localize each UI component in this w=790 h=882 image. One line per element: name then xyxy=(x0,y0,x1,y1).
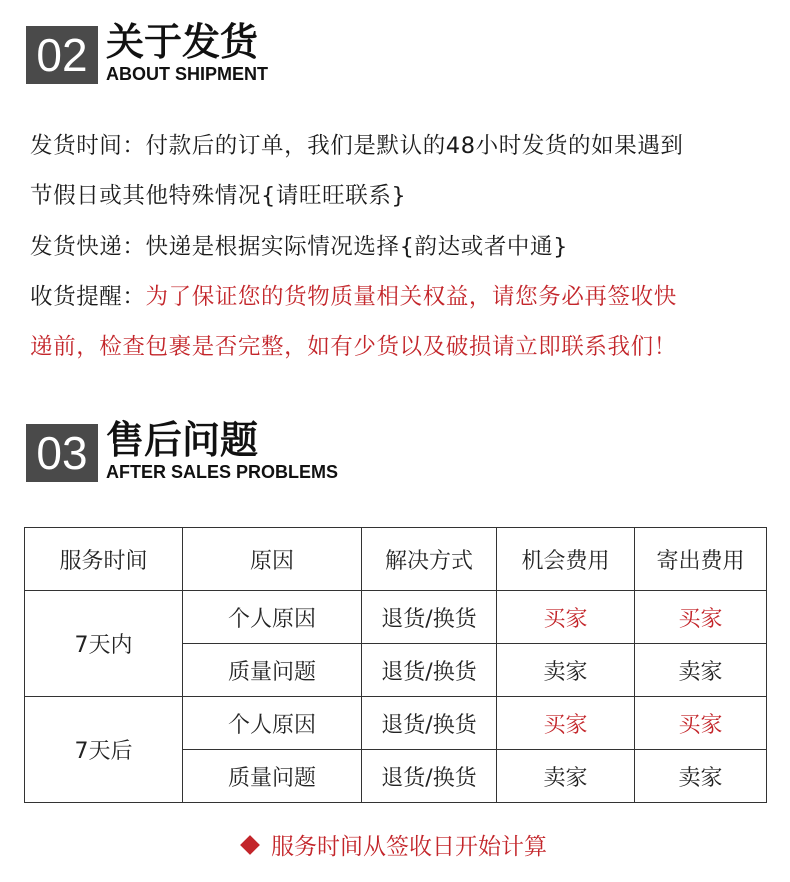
after-sales-table xyxy=(24,527,767,803)
diamond-icon xyxy=(240,835,260,855)
fee2-cell: 买家 xyxy=(635,697,767,750)
section-subtitle: ABOUT SHIPMENT xyxy=(106,64,268,84)
section-number-badge: 02 xyxy=(26,26,98,84)
table-row xyxy=(25,591,767,644)
reason-cell: 质量问题 xyxy=(183,750,362,803)
section-title: 关于发货 xyxy=(106,20,259,64)
period-cell: 7天后 xyxy=(25,697,183,803)
section-subtitle: AFTER SALES PROBLEMS xyxy=(106,462,339,482)
reason-cell: 个人原因 xyxy=(183,591,362,644)
reminder-text-continued: 递前，检查包裹是否完整，如有少货以及破损请立即联系我们！ xyxy=(30,334,677,360)
receipt-reminder-line xyxy=(30,282,677,312)
service-time-note xyxy=(0,830,790,864)
reminder-label: 收货提醒： xyxy=(30,284,146,310)
note-text: 服务时间从签收日开始计算 xyxy=(271,834,547,860)
fee2-cell: 卖家 xyxy=(635,644,767,697)
solution-cell: 退货/换货 xyxy=(362,591,497,644)
shipping-time-line: 发货时间：付款后的订单，我们是默认的48小时发货的如果遇到 xyxy=(30,133,684,159)
table-header-row xyxy=(25,528,767,591)
table-row xyxy=(25,697,767,750)
section-title: 售后问题 xyxy=(106,418,259,462)
header-fee-1: 机会费用 xyxy=(497,528,635,591)
reminder-text: 为了保证您的货物质量相关权益，请您务必再签收快 xyxy=(145,284,677,310)
header-service-time: 服务时间 xyxy=(25,528,183,591)
reason-cell: 个人原因 xyxy=(183,697,362,750)
fee1-cell: 买家 xyxy=(497,697,635,750)
header-solution: 解决方式 xyxy=(362,528,497,591)
fee1-cell: 卖家 xyxy=(497,750,635,803)
solution-cell: 退货/换货 xyxy=(362,697,497,750)
period-cell: 7天内 xyxy=(25,591,183,697)
header-reason: 原因 xyxy=(183,528,362,591)
fee1-cell: 买家 xyxy=(497,591,635,644)
solution-cell: 退货/换货 xyxy=(362,750,497,803)
header-fee-2: 寄出费用 xyxy=(635,528,767,591)
section-number-badge: 03 xyxy=(26,424,98,482)
reason-cell: 质量问题 xyxy=(183,644,362,697)
fee2-cell: 卖家 xyxy=(635,750,767,803)
fee1-cell: 卖家 xyxy=(497,644,635,697)
fee2-cell: 买家 xyxy=(635,591,767,644)
courier-line: 发货快递：快递是根据实际情况选择{韵达或者中通} xyxy=(30,234,569,260)
holiday-line: 节假日或其他特殊情况{请旺旺联系} xyxy=(30,183,407,209)
solution-cell: 退货/换货 xyxy=(362,644,497,697)
